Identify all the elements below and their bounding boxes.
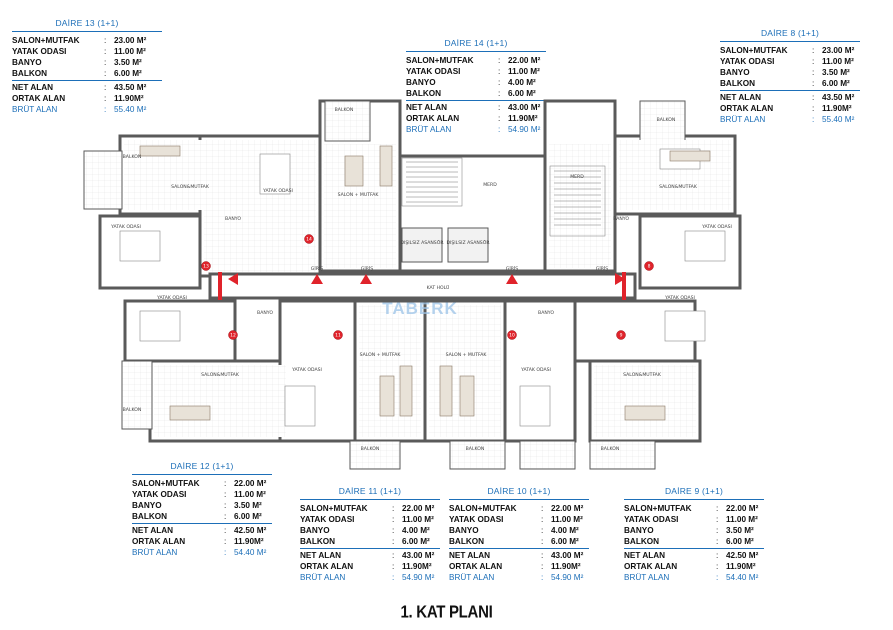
- area-value: 54.90 M²: [402, 573, 435, 582]
- area-value: 11.00 M²: [234, 490, 266, 499]
- area-value: 54.40 M²: [726, 573, 759, 582]
- area-separator: :: [392, 537, 395, 546]
- area-separator: :: [541, 573, 544, 582]
- area-separator: :: [224, 512, 227, 521]
- area-value: 54.40 M²: [234, 548, 267, 557]
- area-value: 3.50 M²: [234, 501, 262, 510]
- title-rule: [12, 31, 162, 32]
- area-label: ORTAK ALAN: [406, 114, 460, 123]
- area-value: 11.90M²: [822, 104, 852, 113]
- area-row: [132, 478, 272, 489]
- area-label: BRÜT ALAN: [624, 573, 670, 582]
- area-value: 43.50 M²: [822, 93, 855, 102]
- unit-title: DAİRE 9 (1+1): [664, 486, 724, 496]
- area-label: BANYO: [720, 68, 750, 77]
- area-value: 11.00 M²: [402, 515, 434, 524]
- area-label: SALON+MUTFAK: [449, 504, 517, 513]
- area-value: 42.50 M²: [234, 526, 267, 535]
- area-separator: :: [498, 78, 501, 87]
- area-separator: :: [716, 504, 719, 513]
- area-row: [624, 536, 764, 547]
- area-value: 4.00 M²: [508, 78, 536, 87]
- area-label: BRÜT ALAN: [720, 115, 766, 124]
- area-label: BALKON: [300, 537, 336, 546]
- area-separator: :: [498, 103, 501, 112]
- balkon-label-8: BALKON: [656, 118, 676, 123]
- area-value: 3.50 M²: [822, 68, 850, 77]
- area-value: 54.90 M²: [551, 573, 584, 582]
- area-row: [12, 82, 162, 93]
- area-label: NET ALAN: [406, 103, 448, 112]
- area-value: 6.00 M²: [114, 69, 142, 78]
- area-separator: :: [541, 526, 544, 535]
- area-row: [449, 572, 589, 583]
- area-value: 55.40 M²: [114, 105, 147, 114]
- area-value: 6.00 M²: [726, 537, 754, 546]
- floor-plan: [80, 96, 744, 470]
- salon-label-10: SALON + MUTFAK: [445, 353, 487, 358]
- merd-label-2: MERD: [570, 175, 584, 180]
- area-separator: :: [498, 89, 501, 98]
- area-value: 54.90 M²: [508, 125, 541, 134]
- section-rule: [720, 90, 860, 91]
- area-separator: :: [224, 490, 227, 499]
- area-row: [132, 489, 272, 500]
- area-row: [300, 514, 440, 525]
- unit-table-9: [624, 486, 764, 583]
- balkon-label-13: BALKON: [122, 155, 142, 160]
- area-value: 23.00 M²: [114, 36, 147, 45]
- area-label: NET ALAN: [449, 551, 491, 560]
- area-separator: :: [392, 504, 395, 513]
- area-row: [12, 46, 162, 57]
- unit-title: DAİRE 11 (1+1): [338, 486, 402, 496]
- page-title: 1. KAT PLANI: [400, 602, 493, 623]
- area-label: NET ALAN: [720, 93, 762, 102]
- area-label: ORTAK ALAN: [132, 537, 186, 546]
- unit-title: DAİRE 8 (1+1): [760, 28, 820, 38]
- area-label: BALKON: [624, 537, 660, 546]
- section-rule: [12, 80, 162, 81]
- area-label: NET ALAN: [300, 551, 342, 560]
- area-value: 22.00 M²: [551, 504, 584, 513]
- area-value: 11.00 M²: [114, 47, 146, 56]
- area-value: 42.50 M²: [726, 551, 759, 560]
- area-label: ORTAK ALAN: [12, 94, 66, 103]
- area-row: [132, 511, 272, 522]
- area-separator: :: [498, 56, 501, 65]
- area-row: [449, 503, 589, 514]
- section-rule: [449, 548, 589, 549]
- area-row: [132, 547, 272, 558]
- area-label: ORTAK ALAN: [624, 562, 678, 571]
- area-label: NET ALAN: [132, 526, 174, 535]
- area-separator: :: [812, 57, 815, 66]
- area-label: BANYO: [449, 526, 479, 535]
- area-row: [624, 503, 764, 514]
- area-separator: :: [812, 79, 815, 88]
- area-label: YATAK ODASI: [720, 57, 775, 66]
- area-row: [449, 525, 589, 536]
- area-row: [406, 66, 546, 77]
- area-value: 23.00 M²: [822, 46, 855, 55]
- area-separator: :: [498, 67, 501, 76]
- area-value: 43.00 M²: [402, 551, 435, 560]
- area-separator: :: [224, 537, 227, 546]
- watermark-text: TABERK: [382, 299, 458, 318]
- area-label: BRÜT ALAN: [406, 125, 452, 134]
- area-value: 3.50 M²: [114, 58, 142, 67]
- title-rule: [449, 499, 589, 500]
- area-value: 11.90M²: [726, 562, 756, 571]
- area-separator: :: [716, 562, 719, 571]
- area-separator: :: [716, 515, 719, 524]
- yatak-label-9: YATAK ODASI: [665, 296, 695, 301]
- area-separator: :: [224, 526, 227, 535]
- area-label: SALON+MUTFAK: [720, 46, 788, 55]
- unit-title: DAİRE 14 (1+1): [444, 38, 508, 48]
- area-row: [624, 561, 764, 572]
- unit-marker-3: 12: [230, 333, 236, 339]
- area-row: [12, 57, 162, 68]
- area-separator: :: [104, 69, 107, 78]
- area-label: BANYO: [132, 501, 162, 510]
- area-row: [300, 550, 440, 561]
- area-value: 11.00 M²: [822, 57, 854, 66]
- area-label: BALKON: [132, 512, 168, 521]
- area-value: 11.00 M²: [508, 67, 540, 76]
- balkon-label-11: BALKON: [360, 447, 380, 452]
- area-value: 11.90M²: [234, 537, 264, 546]
- title-rule: [720, 41, 860, 42]
- area-separator: :: [498, 114, 501, 123]
- area-label: BALKON: [720, 79, 756, 88]
- salon-label-13: SALON&MUTFAK: [171, 185, 209, 190]
- balkon-label-10: BALKON: [465, 447, 485, 452]
- area-label: YATAK ODASI: [449, 515, 504, 524]
- area-value: 22.00 M²: [402, 504, 435, 513]
- area-row: [449, 561, 589, 572]
- area-label: YATAK ODASI: [132, 490, 187, 499]
- banyo-label-8: BANYO: [613, 217, 629, 222]
- area-separator: :: [392, 515, 395, 524]
- unit-marker-1: 14: [306, 237, 312, 243]
- area-separator: :: [392, 562, 395, 571]
- kat-holu-label: KAT HOLÜ: [426, 286, 450, 291]
- area-row: [624, 572, 764, 583]
- unit-table-11: [300, 486, 440, 583]
- area-separator: :: [716, 551, 719, 560]
- area-value: 6.00 M²: [551, 537, 579, 546]
- unit-table-12: [132, 461, 272, 558]
- yatak-label-12: YATAK ODASI: [157, 296, 187, 301]
- giris-label-8: GİRİŞ: [595, 267, 609, 272]
- area-separator: :: [498, 125, 501, 134]
- unit-title: DAİRE 13 (1+1): [55, 18, 119, 28]
- area-value: 6.00 M²: [822, 79, 850, 88]
- area-label: BRÜT ALAN: [12, 105, 58, 114]
- area-label: BANYO: [624, 526, 654, 535]
- area-separator: :: [812, 104, 815, 113]
- area-separator: :: [541, 551, 544, 560]
- area-separator: :: [812, 46, 815, 55]
- area-value: 6.00 M²: [234, 512, 262, 521]
- section-rule: [624, 548, 764, 549]
- area-label: BRÜT ALAN: [300, 573, 346, 582]
- area-separator: :: [716, 573, 719, 582]
- area-row: [720, 45, 860, 56]
- banyo-label-10: BANYO: [538, 311, 554, 316]
- area-separator: :: [812, 68, 815, 77]
- area-separator: :: [541, 562, 544, 571]
- area-label: NET ALAN: [12, 83, 54, 92]
- unit-marker-0: 13: [203, 264, 209, 270]
- area-label: BRÜT ALAN: [132, 548, 178, 557]
- area-separator: :: [541, 515, 544, 524]
- area-value: 11.90M²: [114, 94, 144, 103]
- area-separator: :: [224, 501, 227, 510]
- area-row: [406, 55, 546, 66]
- area-value: 11.90M²: [402, 562, 432, 571]
- area-row: [720, 78, 860, 89]
- area-row: [720, 56, 860, 67]
- area-separator: :: [392, 551, 395, 560]
- area-value: 22.00 M²: [234, 479, 267, 488]
- salon-label-11: SALON + MUTFAK: [359, 353, 401, 358]
- area-label: BRÜT ALAN: [449, 573, 495, 582]
- section-rule: [300, 548, 440, 549]
- area-label: NET ALAN: [624, 551, 666, 560]
- salon-label-14: SALON + MUTFAK: [337, 193, 379, 198]
- area-label: YATAK ODASI: [406, 67, 461, 76]
- salon-label-12: SALON&MUTFAK: [201, 373, 239, 378]
- area-label: ORTAK ALAN: [300, 562, 354, 571]
- title-rule: [624, 499, 764, 500]
- balkon-label-12: BALKON: [122, 408, 142, 413]
- area-label: SALON+MUTFAK: [406, 56, 474, 65]
- area-row: [624, 525, 764, 536]
- area-label: SALON+MUTFAK: [12, 36, 80, 45]
- asansor-label-1: DIŞILSIZ ASANSÖR: [400, 241, 444, 246]
- title-rule: [406, 51, 546, 52]
- area-separator: :: [716, 537, 719, 546]
- area-value: 11.90M²: [551, 562, 581, 571]
- asansor-label-2: DIŞILSIZ ASANSÖR: [446, 241, 490, 246]
- area-row: [720, 67, 860, 78]
- giris-label-10: GİRİŞ: [505, 267, 519, 272]
- merd-label-1: MERD: [483, 183, 497, 188]
- area-separator: :: [104, 94, 107, 103]
- yatak-label-13: YATAK ODASI: [111, 225, 141, 230]
- area-value: 43.50 M²: [114, 83, 147, 92]
- area-separator: :: [104, 58, 107, 67]
- area-row: [12, 35, 162, 46]
- area-label: BANYO: [300, 526, 330, 535]
- area-row: [132, 500, 272, 511]
- area-separator: :: [716, 526, 719, 535]
- title-rule: [300, 499, 440, 500]
- salon-label-8: SALON&MUTFAK: [659, 185, 697, 190]
- title-rule: [132, 474, 272, 475]
- area-row: [132, 536, 272, 547]
- balkon-label-14: BALKON: [334, 108, 354, 113]
- unit-marker-6: 9: [619, 333, 623, 339]
- area-value: 6.00 M²: [508, 89, 536, 98]
- area-label: SALON+MUTFAK: [300, 504, 368, 513]
- area-value: 55.40 M²: [822, 115, 855, 124]
- unit-marker-5: 10: [509, 333, 515, 339]
- area-separator: :: [104, 36, 107, 45]
- area-row: [12, 68, 162, 79]
- area-row: [406, 77, 546, 88]
- area-value: 11.00 M²: [726, 515, 758, 524]
- area-row: [449, 514, 589, 525]
- giris-label-14: GİRİŞ: [310, 267, 324, 272]
- area-separator: :: [104, 105, 107, 114]
- salon-label-9: SALON&MUTFAK: [623, 373, 661, 378]
- giris-label-12: GİRİŞ: [360, 267, 374, 272]
- area-value: 43.00 M²: [508, 103, 541, 112]
- area-label: SALON+MUTFAK: [624, 504, 692, 513]
- area-separator: :: [224, 548, 227, 557]
- area-label: BANYO: [12, 58, 42, 67]
- area-value: 11.90M²: [508, 114, 538, 123]
- area-row: [300, 536, 440, 547]
- area-row: [449, 536, 589, 547]
- area-label: BALKON: [12, 69, 48, 78]
- unit-title: DAİRE 10 (1+1): [487, 486, 551, 496]
- yatak-label-14: YATAK ODASI: [263, 189, 293, 194]
- yatak-label-11: YATAK ODASI: [292, 368, 322, 373]
- area-label: YATAK ODASI: [624, 515, 679, 524]
- area-row: [300, 525, 440, 536]
- area-row: [300, 572, 440, 583]
- area-value: 43.00 M²: [551, 551, 584, 560]
- area-separator: :: [224, 479, 227, 488]
- area-label: YATAK ODASI: [12, 47, 67, 56]
- area-row: [132, 525, 272, 536]
- area-separator: :: [812, 115, 815, 124]
- banyo-label-13: BANYO: [225, 217, 241, 222]
- area-label: BANYO: [406, 78, 436, 87]
- area-row: [449, 550, 589, 561]
- area-separator: :: [392, 573, 395, 582]
- area-row: [624, 514, 764, 525]
- area-label: ORTAK ALAN: [449, 562, 503, 571]
- unit-title: DAİRE 12 (1+1): [170, 461, 234, 471]
- unit-marker-2: 8: [647, 264, 651, 270]
- area-label: ORTAK ALAN: [720, 104, 774, 113]
- area-separator: :: [104, 83, 107, 92]
- area-value: 3.50 M²: [726, 526, 754, 535]
- section-rule: [132, 523, 272, 524]
- area-label: SALON+MUTFAK: [132, 479, 200, 488]
- area-separator: :: [812, 93, 815, 102]
- balkon-label-9: BALKON: [600, 447, 620, 452]
- area-separator: :: [541, 537, 544, 546]
- area-label: BALKON: [406, 89, 442, 98]
- area-value: 4.00 M²: [551, 526, 579, 535]
- area-value: 4.00 M²: [402, 526, 430, 535]
- area-value: 11.00 M²: [551, 515, 583, 524]
- banyo-label-12: BANYO: [257, 311, 273, 316]
- area-label: BALKON: [449, 537, 485, 546]
- unit-table-10: [449, 486, 589, 583]
- area-label: YATAK ODASI: [300, 515, 355, 524]
- yatak-label-8: YATAK ODASI: [702, 225, 732, 230]
- yatak-label-10: YATAK ODASI: [521, 368, 551, 373]
- area-separator: :: [392, 526, 395, 535]
- area-value: 6.00 M²: [402, 537, 430, 546]
- area-row: [300, 561, 440, 572]
- area-separator: :: [104, 47, 107, 56]
- area-separator: :: [541, 504, 544, 513]
- area-value: 22.00 M²: [726, 504, 759, 513]
- area-row: [300, 503, 440, 514]
- area-row: [624, 550, 764, 561]
- area-value: 22.00 M²: [508, 56, 541, 65]
- unit-marker-4: 11: [335, 333, 341, 339]
